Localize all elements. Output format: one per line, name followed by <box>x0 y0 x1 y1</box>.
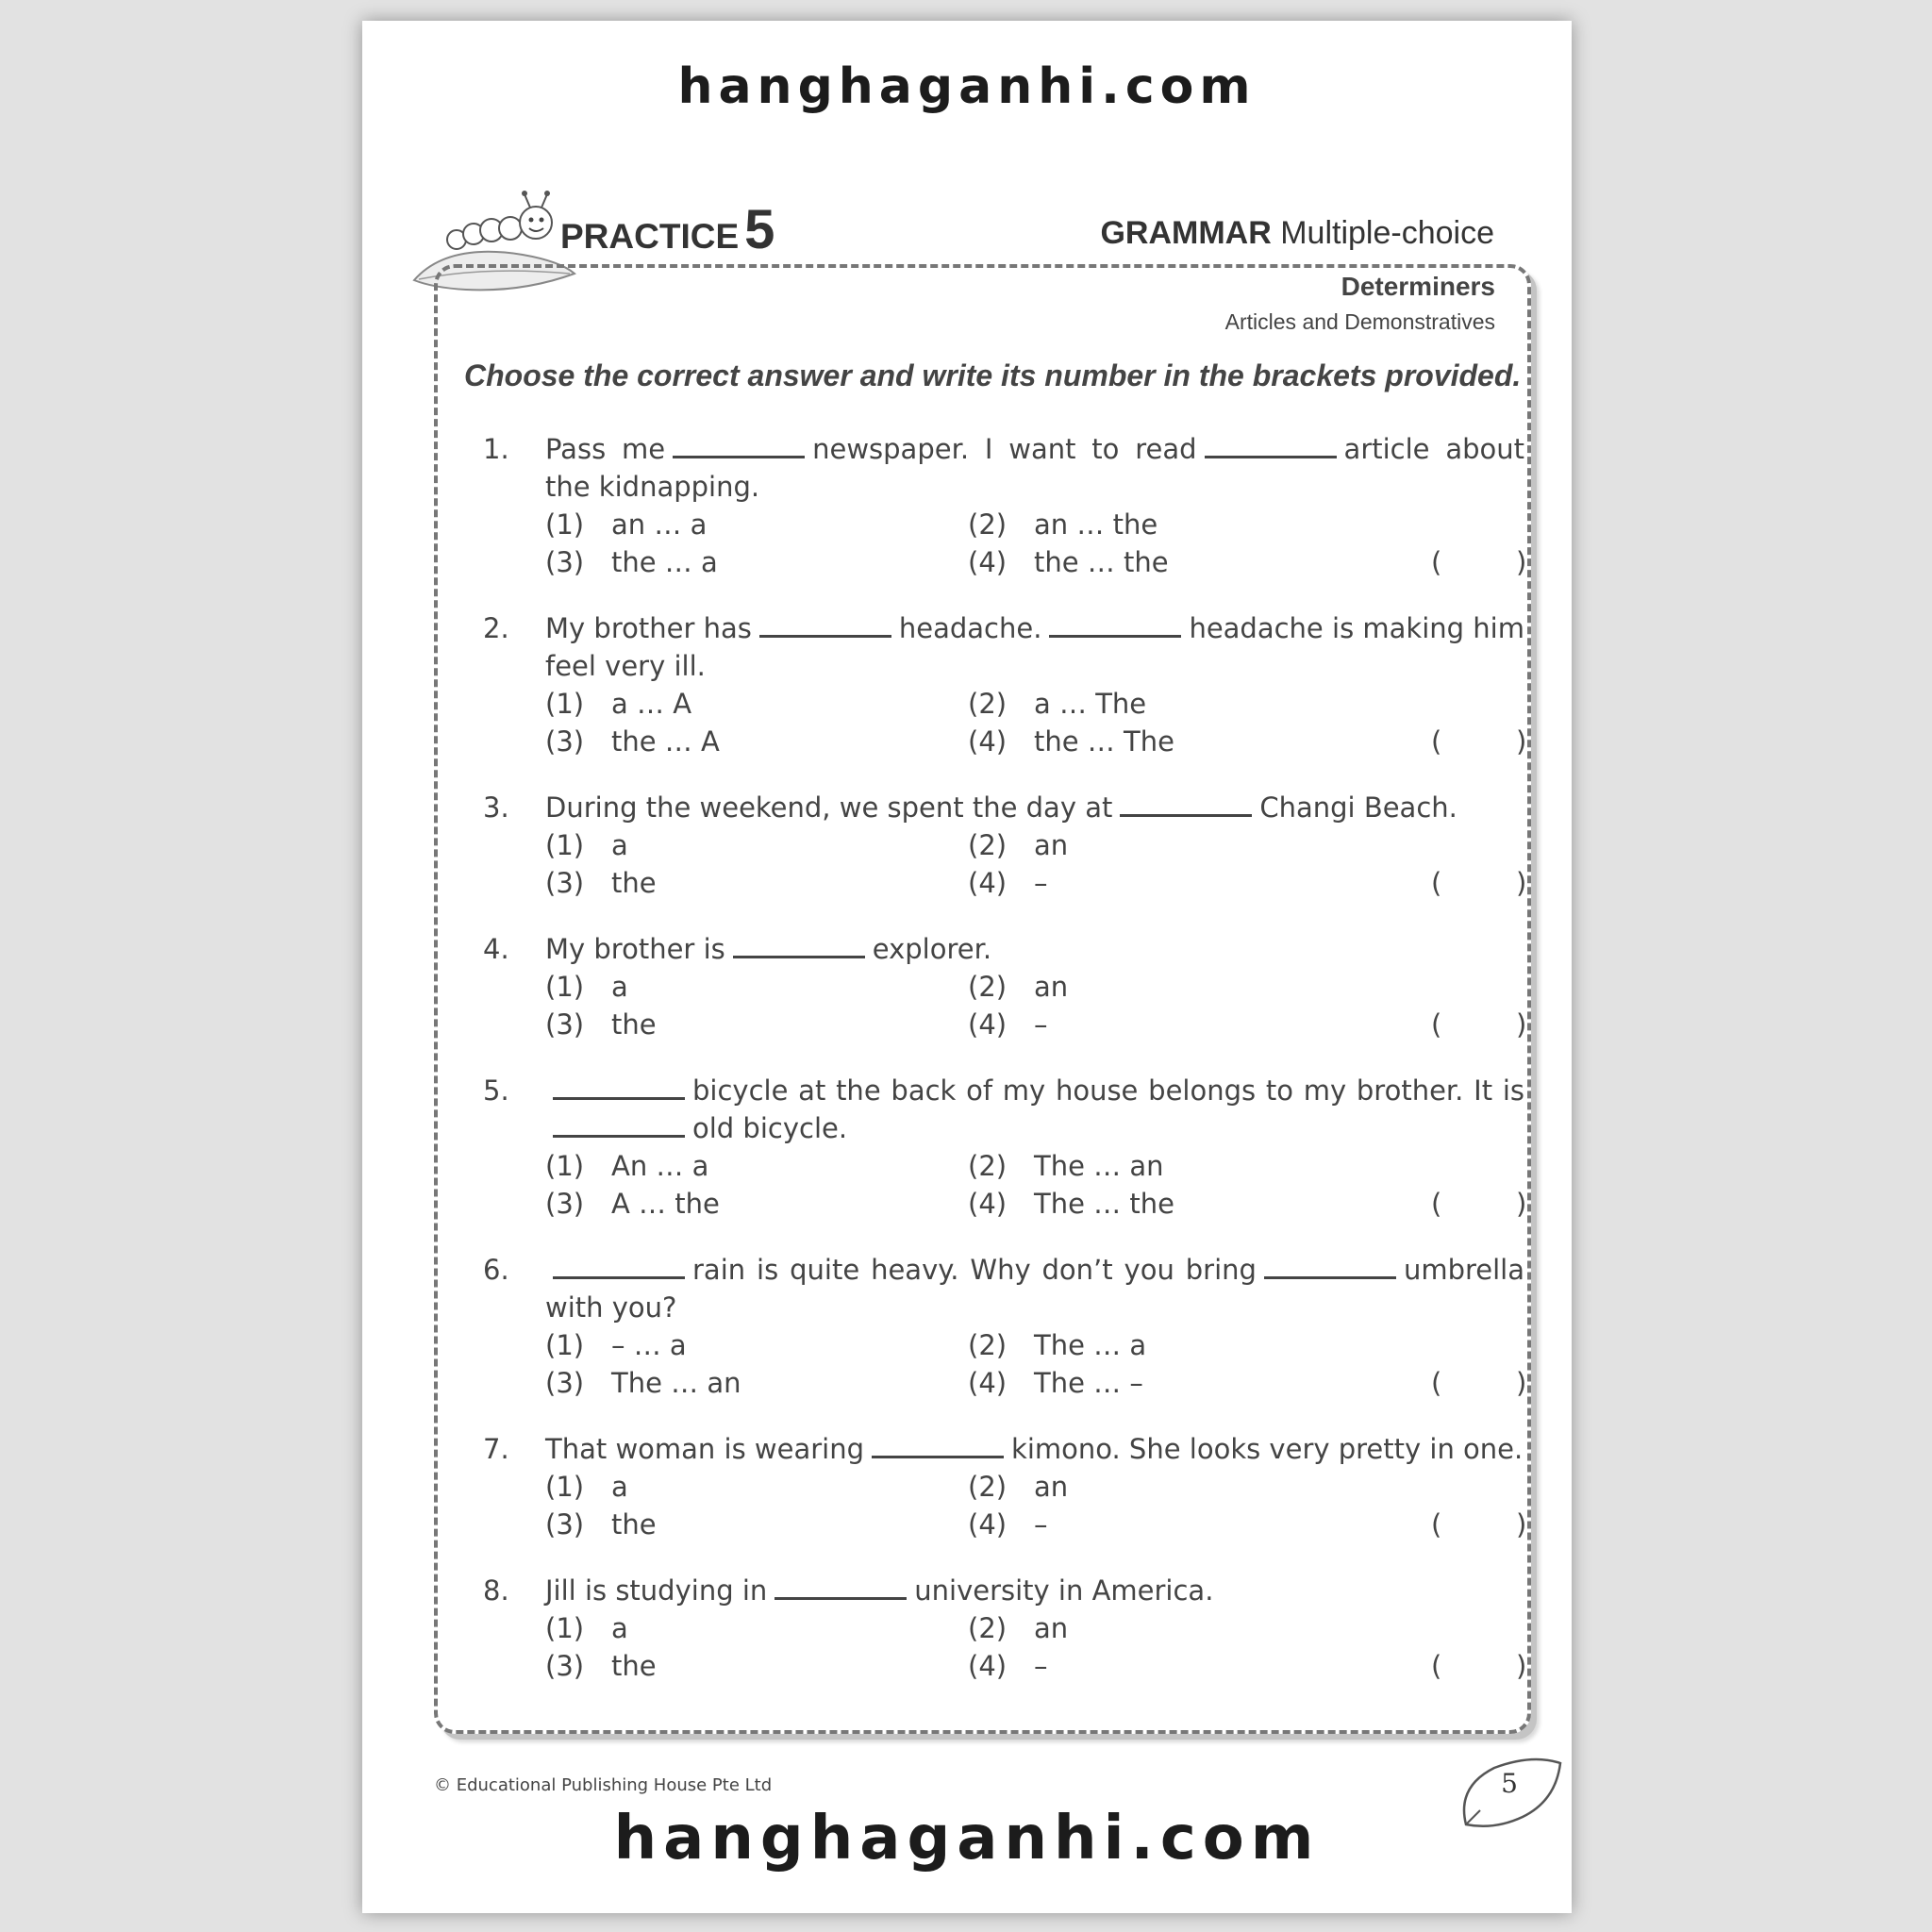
topic-title: Determiners <box>1341 272 1495 301</box>
answer-option <box>968 1185 1174 1223</box>
option-text: the … a <box>611 546 718 578</box>
question-text <box>545 789 1524 826</box>
answer-bracket-close[interactable]: ) <box>1516 1008 1527 1041</box>
question-text-part: My brother is <box>545 933 725 965</box>
question-number: 8. <box>483 1574 509 1607</box>
question-stem <box>483 789 1524 826</box>
option-number: (3) <box>545 725 585 758</box>
option-number: (4) <box>968 725 1008 758</box>
answer-option <box>545 723 720 760</box>
answer-option <box>968 968 1068 1006</box>
answer-bracket-close[interactable]: ) <box>1516 546 1527 578</box>
question-text <box>545 609 1524 685</box>
question-item <box>483 930 1527 1043</box>
option-text: the … The <box>1034 725 1174 758</box>
option-text: the … the <box>1034 546 1169 578</box>
option-number: (2) <box>968 1471 1008 1503</box>
question-number: 2. <box>483 612 509 644</box>
answer-bracket-close[interactable]: ) <box>1516 1508 1527 1541</box>
answer-bracket-close[interactable]: ) <box>1516 867 1527 899</box>
option-number: (3) <box>545 1650 585 1682</box>
answer-bracket-close[interactable]: ) <box>1516 1650 1527 1682</box>
question-stem <box>483 1572 1524 1609</box>
option-number: (4) <box>968 1367 1008 1399</box>
answer-blank <box>774 1576 907 1600</box>
answer-blank <box>553 1076 685 1100</box>
worksheet-page <box>362 21 1572 1913</box>
option-text: An … a <box>611 1150 709 1182</box>
question-text-part: headache is making him feel very ill. <box>545 612 1524 682</box>
option-number: (3) <box>545 867 585 899</box>
option-number: (2) <box>968 508 1008 541</box>
answer-option <box>968 506 1158 543</box>
question-text <box>545 430 1524 506</box>
option-text: The … a <box>1034 1329 1147 1361</box>
practice-number: 5 <box>744 199 775 260</box>
answer-bracket-close[interactable]: ) <box>1516 1188 1527 1220</box>
watermark-top: hanghaganhi.com <box>677 58 1257 115</box>
question-text-part: article about the kidnapping. <box>545 433 1525 503</box>
question-text-part: umbrella with you? <box>545 1254 1524 1324</box>
question-text <box>545 1572 1524 1609</box>
answer-option <box>545 1185 720 1223</box>
options-grid <box>483 826 1527 902</box>
option-text: an <box>1034 829 1069 861</box>
options-grid <box>483 1468 1527 1543</box>
answer-option <box>545 685 691 723</box>
question-number: 5. <box>483 1074 509 1107</box>
question-text <box>545 1430 1524 1468</box>
question-number: 6. <box>483 1254 509 1286</box>
option-number: (2) <box>968 688 1008 720</box>
answer-option <box>545 1364 741 1402</box>
answer-option <box>968 1006 1048 1043</box>
option-number: (4) <box>968 546 1008 578</box>
answer-option <box>545 1468 628 1506</box>
option-text: an <box>1034 971 1069 1003</box>
option-text: the <box>611 1008 657 1041</box>
option-number: (2) <box>968 1329 1008 1361</box>
topic-block <box>1225 272 1495 335</box>
option-text: The … the <box>1034 1188 1174 1220</box>
question-text-part: Pass me <box>545 433 666 465</box>
answer-option <box>545 968 628 1006</box>
option-number: (3) <box>545 1508 585 1541</box>
option-text: The … an <box>1034 1150 1164 1182</box>
option-text: an … a <box>611 508 708 541</box>
question-number: 3. <box>483 791 509 824</box>
question-text-part: headache. <box>898 612 1042 644</box>
option-number: (1) <box>545 508 585 541</box>
question-stem <box>483 1072 1524 1147</box>
answer-option <box>545 543 718 581</box>
option-number: (2) <box>968 971 1008 1003</box>
option-text: a … The <box>1034 688 1147 720</box>
watermark-bottom: hanghaganhi.com <box>613 1804 1321 1874</box>
option-number: (3) <box>545 1188 585 1220</box>
option-number: (4) <box>968 1650 1008 1682</box>
option-number: (3) <box>545 1008 585 1041</box>
question-text-part: old bicycle. <box>692 1112 848 1144</box>
question-text-part: kimono. She looks very pretty in one. <box>1011 1433 1524 1465</box>
answer-blank <box>759 614 891 638</box>
question-stem <box>483 1251 1524 1326</box>
option-text: the <box>611 1650 657 1682</box>
answer-bracket-open[interactable]: ( <box>1431 725 1442 758</box>
option-number: (1) <box>545 829 585 861</box>
option-number: (4) <box>968 1508 1008 1541</box>
option-number: (1) <box>545 1150 585 1182</box>
answer-blank <box>1049 614 1181 638</box>
answer-blank <box>553 1114 685 1138</box>
answer-option <box>968 723 1174 760</box>
answer-option <box>968 1468 1068 1506</box>
answer-bracket-close[interactable]: ) <box>1516 725 1527 758</box>
answer-blank <box>1205 435 1337 458</box>
answer-blank <box>553 1256 685 1279</box>
option-number: (1) <box>545 688 585 720</box>
grammar-label: GRAMMAR <box>1100 215 1272 251</box>
option-text: a … A <box>611 688 692 720</box>
question-text <box>545 1251 1524 1326</box>
question-item <box>483 1572 1527 1685</box>
options-grid <box>483 1609 1527 1685</box>
answer-blank <box>872 1435 1004 1458</box>
option-number: (3) <box>545 546 585 578</box>
option-text: a <box>611 1471 628 1503</box>
option-text: – <box>1034 1008 1048 1041</box>
answer-option <box>545 1006 657 1043</box>
question-text-part: bicycle at the back of my house belongs to my brother. It is <box>692 1074 1524 1107</box>
answer-blank <box>733 935 865 958</box>
question-stem <box>483 430 1524 506</box>
page-number: 5 <box>1501 1768 1518 1799</box>
option-text: the <box>611 1508 657 1541</box>
question-item <box>483 609 1527 760</box>
option-text: a <box>611 971 628 1003</box>
answer-option <box>545 1647 657 1685</box>
practice-label: PRACTICE <box>560 217 740 256</box>
question-stem <box>483 609 1524 685</box>
question-text <box>545 930 1524 968</box>
answer-option <box>968 1364 1143 1402</box>
question-text-part: Jill is studying in <box>545 1574 768 1607</box>
option-number: (1) <box>545 1471 585 1503</box>
option-text: an … the <box>1034 508 1158 541</box>
answer-blank <box>1264 1256 1396 1279</box>
option-number: (4) <box>968 867 1008 899</box>
answer-option <box>545 826 628 864</box>
question-text-part: During the weekend, we spent the day at <box>545 791 1113 824</box>
answer-option <box>968 543 1169 581</box>
option-number: (4) <box>968 1008 1008 1041</box>
question-item <box>483 1430 1527 1543</box>
answer-option <box>545 1506 657 1543</box>
answer-blank <box>1120 793 1252 817</box>
option-text: the <box>611 867 657 899</box>
option-number: (2) <box>968 1612 1008 1644</box>
topic-subtitle: Articles and Demonstratives <box>1224 309 1495 334</box>
answer-bracket-open[interactable]: ( <box>1431 1367 1442 1399</box>
option-number: (2) <box>968 1150 1008 1182</box>
option-text: A … the <box>611 1188 720 1220</box>
options-grid <box>483 1326 1527 1402</box>
answer-option <box>545 506 707 543</box>
practice-heading <box>560 198 774 261</box>
question-text-part: My brother has <box>545 612 752 644</box>
question-text <box>545 1072 1524 1147</box>
instruction-text: Choose the correct answer and write its number in the brackets provided. <box>464 358 1522 392</box>
option-number: (1) <box>545 971 585 1003</box>
options-grid <box>483 968 1527 1043</box>
answer-bracket-open[interactable]: ( <box>1431 1008 1442 1041</box>
question-item <box>483 789 1527 902</box>
question-text-part: newspaper. I want to read <box>812 433 1197 465</box>
option-text: – <box>1034 1508 1048 1541</box>
answer-bracket-open[interactable]: ( <box>1431 1508 1442 1541</box>
question-stem <box>483 930 1524 968</box>
question-text-part: explorer. <box>872 933 992 965</box>
answer-bracket-open[interactable]: ( <box>1431 867 1442 899</box>
answer-option <box>545 864 657 902</box>
option-number: (1) <box>545 1612 585 1644</box>
options-grid <box>483 685 1527 760</box>
option-text: an <box>1034 1471 1069 1503</box>
option-text: an <box>1034 1612 1069 1644</box>
option-number: (2) <box>968 829 1008 861</box>
question-number: 1. <box>483 433 509 465</box>
copyright-text: © Educational Publishing House Pte Ltd <box>434 1775 773 1795</box>
question-number: 4. <box>483 933 509 965</box>
question-item <box>483 430 1527 581</box>
answer-option <box>968 1609 1068 1647</box>
answer-option <box>968 826 1068 864</box>
question-text-part: rain is quite heavy. Why don’t you bring <box>692 1254 1257 1286</box>
question-number: 7. <box>483 1433 509 1465</box>
answer-option <box>968 1147 1164 1185</box>
answer-option <box>968 1647 1048 1685</box>
option-text: The … an <box>611 1367 741 1399</box>
option-text: a <box>611 1612 628 1644</box>
option-number: (1) <box>545 1329 585 1361</box>
question-item <box>483 1251 1527 1402</box>
section-title <box>1100 215 1494 252</box>
option-number: (4) <box>968 1188 1008 1220</box>
answer-bracket-open[interactable]: ( <box>1431 546 1442 578</box>
option-number: (3) <box>545 1367 585 1399</box>
answer-option <box>968 1506 1048 1543</box>
answer-option <box>968 864 1048 902</box>
option-text: – … a <box>611 1329 687 1361</box>
option-text: – <box>1034 867 1048 899</box>
question-list <box>483 430 1527 1713</box>
question-text-part: Changi Beach. <box>1259 791 1457 824</box>
answer-option <box>545 1147 708 1185</box>
question-text-part: university in America. <box>914 1574 1214 1607</box>
question-type: Multiple-choice <box>1280 215 1494 251</box>
answer-option <box>968 1326 1146 1364</box>
question-stem <box>483 1430 1524 1468</box>
question-item <box>483 1072 1527 1223</box>
question-text-part: That woman is wearing <box>545 1433 865 1465</box>
option-text: – <box>1034 1650 1048 1682</box>
option-text: the … A <box>611 725 720 758</box>
options-grid <box>483 506 1527 581</box>
answer-bracket-close[interactable]: ) <box>1516 1367 1527 1399</box>
option-text: a <box>611 829 628 861</box>
answer-bracket-open[interactable]: ( <box>1431 1650 1442 1682</box>
answer-option <box>968 685 1146 723</box>
answer-option <box>545 1326 687 1364</box>
answer-option <box>545 1609 628 1647</box>
option-text: The … – <box>1034 1367 1143 1399</box>
options-grid <box>483 1147 1527 1223</box>
answer-blank <box>673 435 805 458</box>
answer-bracket-open[interactable]: ( <box>1431 1188 1442 1220</box>
